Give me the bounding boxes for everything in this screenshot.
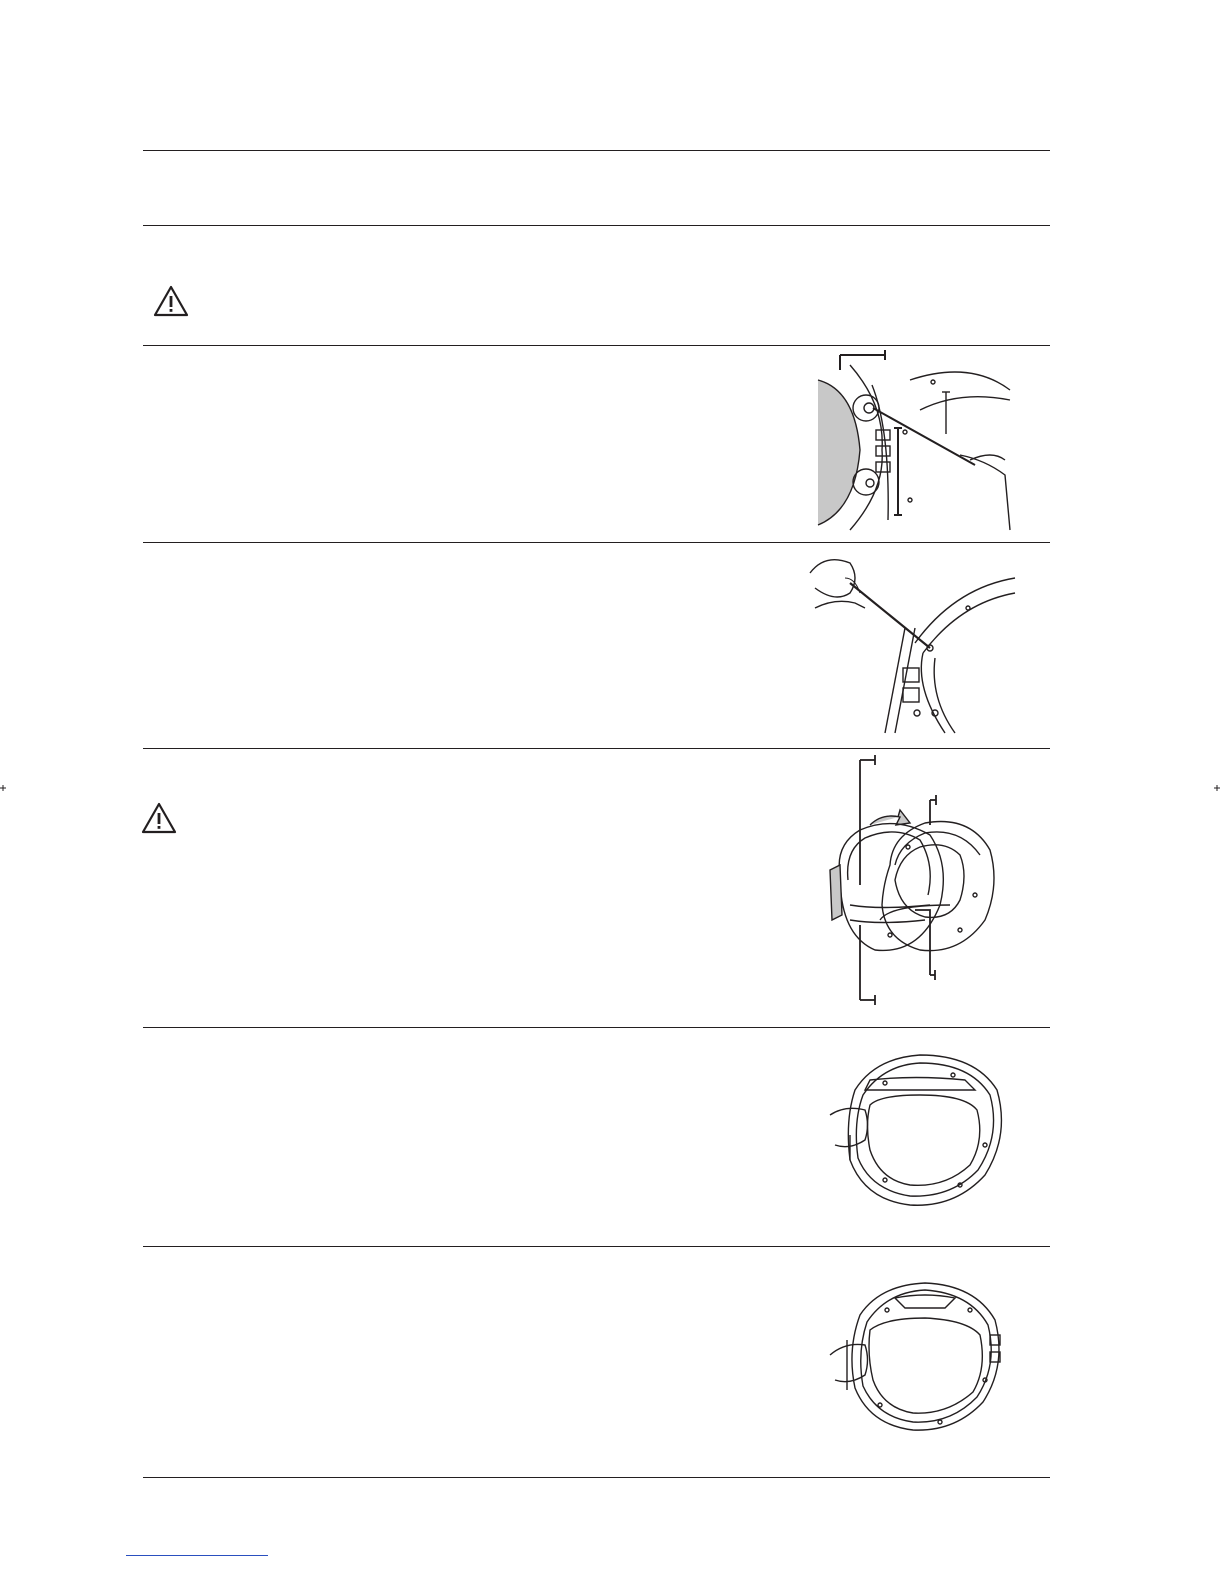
section-rule-5	[143, 1246, 1050, 1247]
figure-hinge-screw-unfasten	[805, 548, 1020, 738]
header-top-rule	[143, 150, 1050, 151]
warning-triangle-icon	[153, 285, 189, 317]
crop-mark-right	[1210, 780, 1220, 790]
header-bottom-rule	[143, 225, 1050, 226]
figure-door-halves-separation	[820, 755, 1005, 1010]
section-rule-2	[143, 542, 1050, 543]
warning-triangle-icon	[141, 802, 177, 834]
figure-door-hinge-screws	[810, 350, 1015, 535]
footer-link[interactable]	[126, 1555, 268, 1556]
figure-outer-door-frame	[825, 1050, 1010, 1210]
section-rule-6	[143, 1477, 1050, 1478]
figure-inner-door-frame	[825, 1280, 1010, 1435]
crop-mark-left	[0, 780, 10, 790]
section-rule-4	[143, 1027, 1050, 1028]
section-rule-1	[143, 345, 1050, 346]
section-rule-3	[143, 748, 1050, 749]
